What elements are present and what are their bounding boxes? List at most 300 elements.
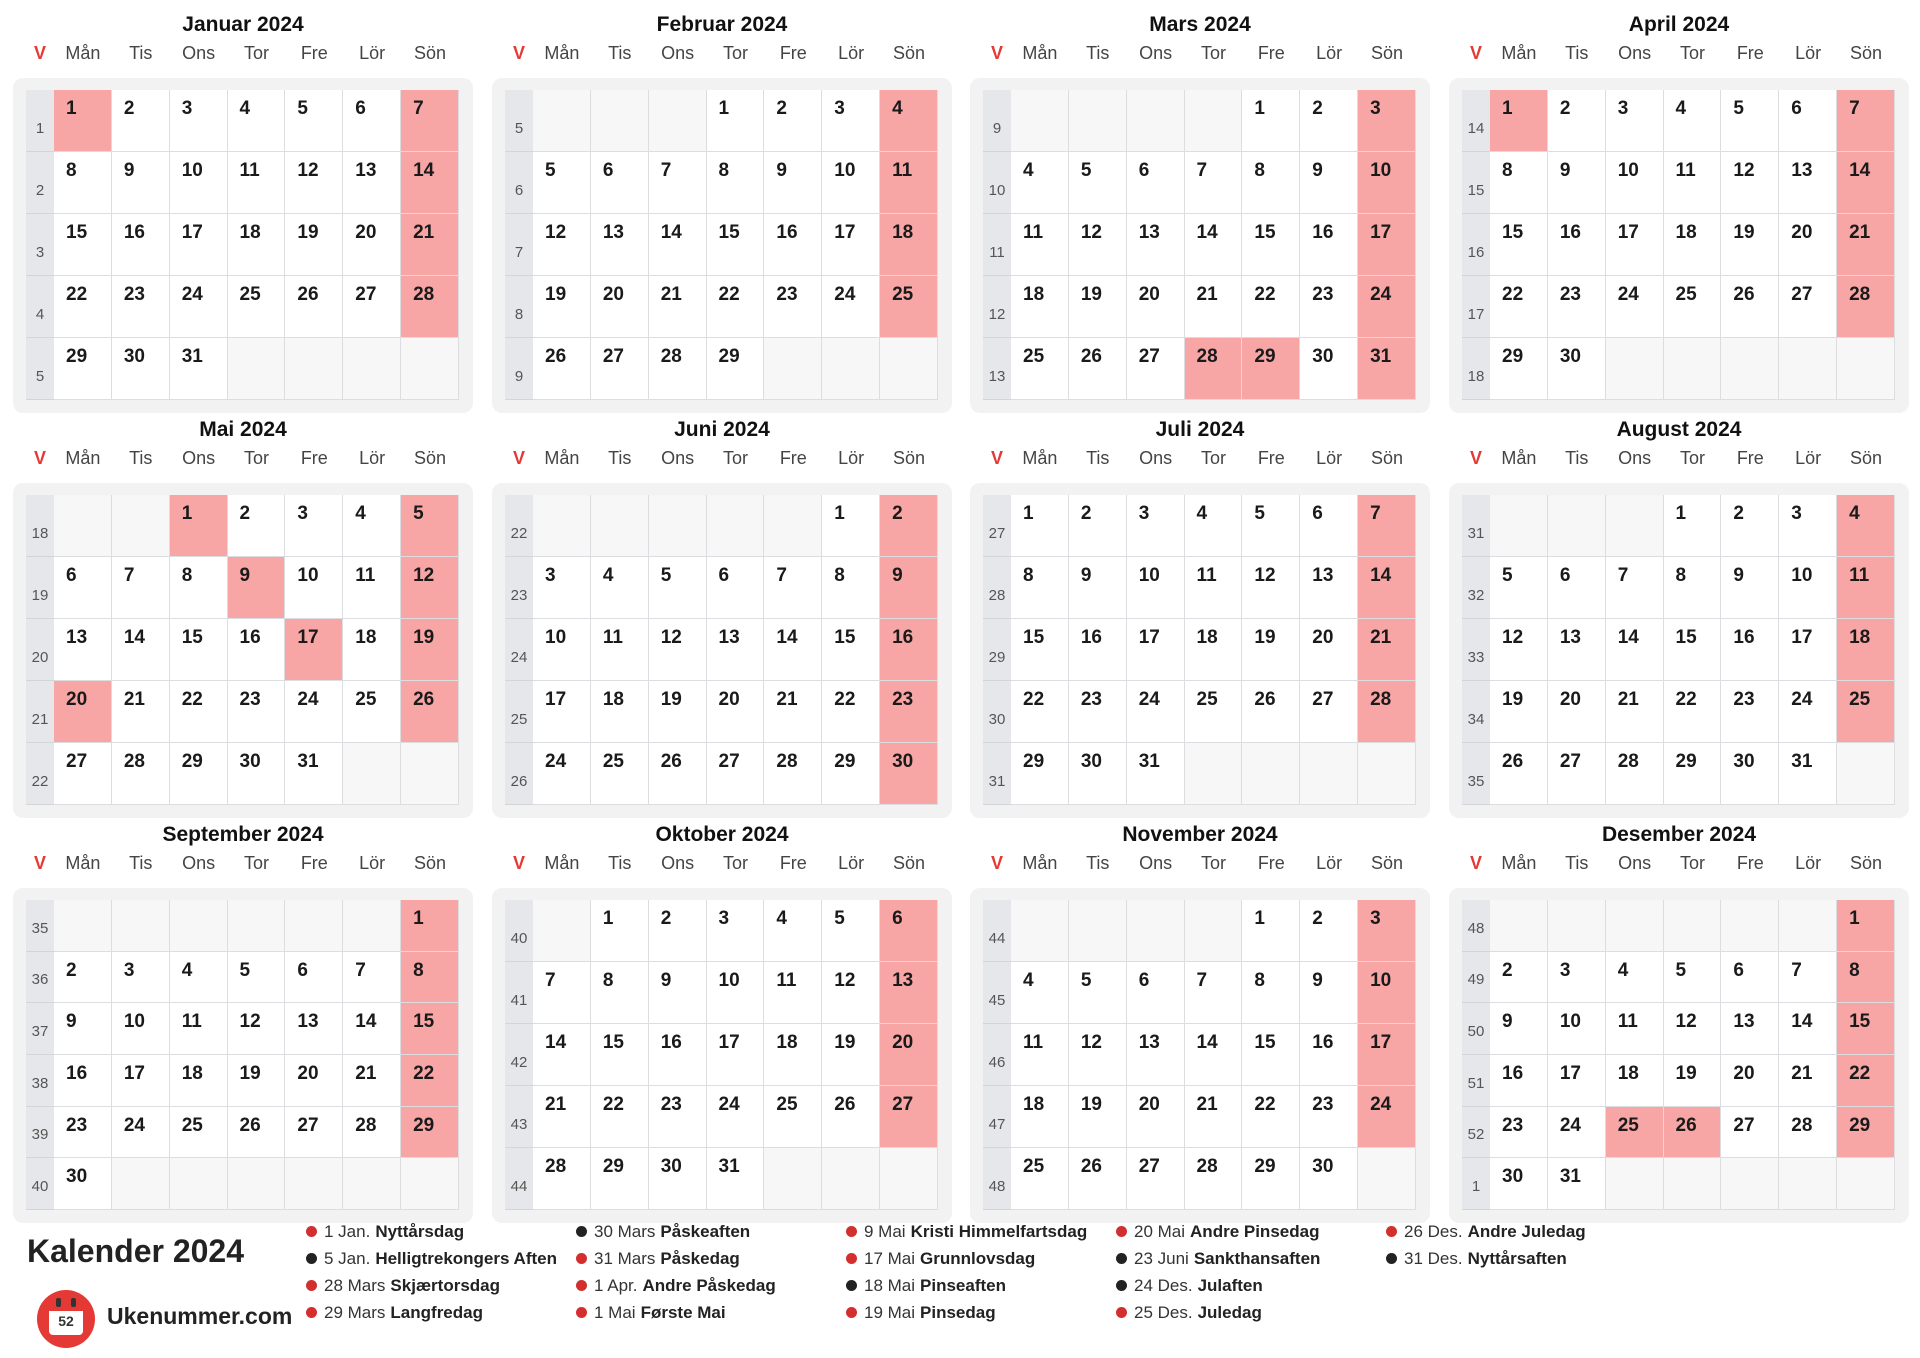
day-cell	[707, 214, 765, 276]
day-cell	[1300, 681, 1358, 743]
day-number: 19	[297, 222, 319, 243]
day-cell	[1606, 743, 1664, 805]
day-number: 27	[1733, 1114, 1755, 1136]
day-number: 28	[1370, 689, 1392, 710]
day-number: 16	[66, 1063, 88, 1084]
day-cell	[285, 214, 343, 276]
day-number: 2	[1502, 959, 1513, 981]
empty-cell	[1606, 1158, 1664, 1210]
week-number	[26, 90, 54, 152]
day-number: 28	[413, 284, 435, 305]
day-cell	[1664, 1003, 1722, 1055]
week-number-label: V	[1469, 43, 1482, 63]
weekday-label: Mån	[65, 853, 101, 873]
holiday-dot-icon	[576, 1253, 587, 1264]
day-number: 21	[545, 1094, 567, 1115]
week-number-label: V	[1469, 853, 1482, 873]
weekday-label: Tis	[129, 43, 153, 63]
day-cell	[54, 152, 112, 214]
day-number: 1	[1502, 98, 1513, 119]
day-cell	[1779, 681, 1837, 743]
holiday-item	[1386, 1221, 1586, 1243]
holiday-date: 23 Juni	[1134, 1249, 1189, 1268]
day-cell	[170, 619, 228, 681]
day-number: 19	[660, 689, 682, 710]
day-cell	[764, 90, 822, 152]
day-number: 9	[1312, 970, 1323, 991]
day-number: 24	[1559, 1114, 1581, 1136]
week-number-value: 44	[510, 1178, 528, 1195]
week-number	[505, 557, 533, 619]
day-cell	[1242, 1148, 1300, 1210]
day-cell	[1490, 152, 1548, 214]
day-cell	[533, 338, 591, 400]
day-cell	[1185, 214, 1243, 276]
day-cell	[591, 962, 649, 1024]
holiday-name: Påskedag	[660, 1249, 740, 1268]
weekday-label: Ons	[182, 448, 216, 468]
week-number-value: 17	[1467, 306, 1485, 323]
day-number: 23	[1312, 1094, 1334, 1115]
day-cell	[1011, 1024, 1069, 1086]
month-block	[13, 10, 473, 415]
day-cell	[649, 900, 707, 962]
day-number: 23	[1733, 689, 1755, 710]
week-number-value: 25	[510, 711, 528, 728]
day-cell	[112, 338, 170, 400]
day-number: 15	[1849, 1011, 1871, 1033]
week-number	[26, 495, 54, 557]
week-number-value: 35	[1467, 773, 1485, 790]
day-cell	[401, 900, 459, 952]
weekday-label: Mån	[544, 43, 580, 63]
day-cell	[1548, 276, 1606, 338]
day-cell	[1779, 1107, 1837, 1159]
day-cell	[822, 1024, 880, 1086]
day-number: 12	[834, 970, 856, 991]
site-link[interactable]: Ukenummer.com	[107, 1303, 293, 1329]
day-number: 30	[66, 1166, 88, 1188]
holiday-item	[1116, 1275, 1263, 1297]
day-cell	[1242, 495, 1300, 557]
day-cell	[1185, 276, 1243, 338]
week-number	[983, 214, 1011, 276]
day-number: 5	[1080, 160, 1092, 181]
month-block	[970, 10, 1430, 415]
month-block	[1449, 415, 1909, 820]
week-number-value: 18	[31, 525, 49, 542]
day-cell	[1300, 276, 1358, 338]
day-number: 10	[1370, 160, 1392, 181]
holiday-name: Helligtrekongers Aften	[375, 1249, 557, 1268]
day-cell	[1242, 1086, 1300, 1148]
day-number: 7	[545, 970, 556, 991]
weekday-label: Fre	[779, 448, 807, 468]
week-number-label: V	[512, 448, 525, 468]
empty-cell	[228, 900, 286, 952]
day-cell	[764, 681, 822, 743]
day-cell	[1300, 90, 1358, 152]
day-number: 31	[1138, 751, 1160, 772]
day-number: 3	[181, 98, 193, 119]
holiday-name: Sankthansaften	[1193, 1249, 1321, 1268]
day-number: 30	[1312, 1156, 1334, 1177]
day-number: 6	[602, 160, 614, 181]
week-number	[505, 743, 533, 805]
day-cell	[1185, 557, 1243, 619]
day-cell	[1490, 557, 1548, 619]
day-number: 27	[355, 284, 377, 305]
day-cell	[1548, 1158, 1606, 1210]
day-cell	[228, 276, 286, 338]
holiday-item	[1386, 1248, 1567, 1270]
day-cell	[285, 152, 343, 214]
day-number: 3	[1559, 959, 1571, 981]
day-number: 3	[545, 565, 556, 586]
holiday-dot-icon	[306, 1253, 317, 1264]
week-number-value: 36	[31, 971, 49, 989]
day-number: 9	[123, 160, 135, 181]
weekday-label: Lör	[359, 853, 386, 873]
holiday-dot-icon	[306, 1280, 317, 1291]
day-cell	[1490, 338, 1548, 400]
day-cell	[1664, 90, 1722, 152]
holiday-name: Andre Påskedag	[642, 1276, 776, 1295]
day-number: 26	[1254, 689, 1276, 710]
day-cell	[822, 557, 880, 619]
day-cell	[285, 952, 343, 1004]
day-number: 22	[718, 284, 740, 305]
weekday-label: Mån	[1022, 853, 1058, 873]
holiday-dot-icon	[1116, 1253, 1127, 1264]
day-number: 14	[660, 222, 682, 243]
day-cell	[1185, 1024, 1243, 1086]
holiday-date: 24 Des.	[1134, 1276, 1193, 1295]
day-number: 13	[602, 222, 624, 243]
day-number: 12	[660, 627, 682, 648]
day-number: 19	[1733, 222, 1755, 243]
day-number: 17	[545, 689, 567, 710]
day-cell	[591, 338, 649, 400]
day-number: 26	[1080, 1156, 1102, 1177]
day-number: 30	[1502, 1166, 1524, 1188]
week-number-value: 16	[1467, 244, 1485, 261]
day-number: 7	[1370, 503, 1381, 524]
weekday-label: Ons	[1139, 43, 1173, 63]
day-number: 12	[1675, 1011, 1697, 1033]
day-number: 11	[181, 1011, 202, 1033]
holiday-date: 25 Des.	[1134, 1303, 1193, 1322]
holiday-date: 31 Des.	[1404, 1249, 1463, 1268]
day-number: 7	[123, 565, 135, 586]
day-cell	[533, 557, 591, 619]
week-number	[505, 619, 533, 681]
day-number: 26	[297, 284, 319, 305]
day-number: 2	[1312, 98, 1323, 119]
day-number: 31	[181, 346, 203, 367]
day-number: 9	[1559, 160, 1571, 181]
day-number: 20	[892, 1032, 914, 1053]
day-cell	[822, 214, 880, 276]
empty-cell	[764, 495, 822, 557]
week-number-label: V	[990, 853, 1003, 873]
day-number: 27	[297, 1114, 319, 1136]
empty-cell	[112, 1158, 170, 1210]
week-number-label: V	[1469, 448, 1482, 468]
week-number-value: 1	[35, 120, 45, 137]
day-cell	[649, 1148, 707, 1210]
day-cell	[1490, 743, 1548, 805]
day-cell	[1127, 338, 1185, 400]
calendar-title: Kalender 2024	[27, 1233, 245, 1269]
day-cell	[707, 338, 765, 400]
day-cell	[170, 557, 228, 619]
week-number	[1462, 619, 1490, 681]
day-cell	[707, 276, 765, 338]
week-number-value: 34	[1467, 711, 1485, 728]
day-number: 30	[892, 751, 914, 772]
empty-cell	[1185, 90, 1243, 152]
weekday-label: Sön	[1850, 43, 1883, 63]
day-number: 17	[297, 627, 319, 648]
day-cell	[1069, 214, 1127, 276]
week-number	[1462, 214, 1490, 276]
day-cell	[1837, 1055, 1895, 1107]
day-cell	[1011, 962, 1069, 1024]
day-cell	[1606, 1055, 1664, 1107]
day-cell	[228, 152, 286, 214]
day-cell	[1779, 743, 1837, 805]
day-number: 26	[1080, 346, 1102, 367]
day-number: 13	[355, 160, 377, 181]
day-number: 19	[1675, 1063, 1697, 1084]
month-days-box	[492, 483, 952, 818]
day-number: 12	[413, 565, 435, 586]
day-number: 3	[123, 959, 135, 981]
empty-cell	[1721, 338, 1779, 400]
day-number: 2	[1733, 503, 1744, 524]
day-number: 14	[545, 1032, 567, 1053]
day-number: 19	[413, 627, 435, 648]
day-number: 18	[1617, 1063, 1639, 1084]
holiday-item	[846, 1248, 1035, 1270]
empty-cell	[1011, 900, 1069, 962]
day-number: 21	[1849, 222, 1871, 243]
weekday-label: Tis	[1565, 43, 1589, 63]
day-number: 13	[1138, 222, 1160, 243]
day-cell	[1069, 743, 1127, 805]
empty-cell	[285, 1158, 343, 1210]
day-cell	[1127, 1024, 1185, 1086]
day-number: 14	[776, 627, 798, 648]
day-number: 12	[297, 160, 319, 181]
day-number: 30	[239, 751, 261, 772]
holiday-name: Julaften	[1197, 1276, 1263, 1295]
week-number	[26, 743, 54, 805]
week-number	[1462, 681, 1490, 743]
day-cell	[1358, 214, 1416, 276]
day-cell	[1185, 338, 1243, 400]
week-number-value: 51	[1467, 1074, 1485, 1092]
day-cell	[343, 1003, 401, 1055]
day-cell	[228, 743, 286, 805]
day-cell	[880, 1024, 938, 1086]
day-cell	[822, 1086, 880, 1148]
holiday-dot-icon	[1116, 1307, 1127, 1318]
day-cell	[880, 743, 938, 805]
week-number-value: 42	[510, 1054, 528, 1071]
day-cell	[54, 619, 112, 681]
week-number-value: 7	[514, 244, 524, 261]
day-cell	[1721, 1107, 1779, 1159]
day-cell	[1358, 495, 1416, 557]
day-number: 13	[1791, 160, 1813, 181]
month-block	[492, 10, 952, 415]
weekday-label: Sön	[1371, 43, 1404, 63]
empty-cell	[1606, 495, 1664, 557]
day-cell	[343, 152, 401, 214]
week-number-value: 29	[988, 649, 1006, 666]
empty-cell	[1779, 900, 1837, 952]
day-cell	[1837, 90, 1895, 152]
day-cell	[1011, 1148, 1069, 1210]
day-number: 18	[1849, 627, 1871, 648]
empty-cell	[1548, 495, 1606, 557]
day-cell	[533, 619, 591, 681]
empty-cell	[822, 338, 880, 400]
day-cell	[1242, 338, 1300, 400]
day-number: 18	[181, 1063, 203, 1084]
empty-cell	[285, 338, 343, 400]
weekday-label: Ons	[182, 853, 216, 873]
week-number	[26, 557, 54, 619]
day-cell	[533, 214, 591, 276]
day-number: 24	[297, 689, 319, 710]
day-number: 26	[1675, 1114, 1697, 1136]
day-number: 22	[181, 689, 203, 710]
day-cell	[1490, 276, 1548, 338]
week-number	[26, 1107, 54, 1159]
day-cell	[822, 90, 880, 152]
day-number: 15	[1675, 627, 1697, 648]
day-cell	[1011, 338, 1069, 400]
day-cell	[1779, 90, 1837, 152]
empty-cell	[112, 900, 170, 952]
day-number: 16	[123, 222, 145, 243]
day-number: 4	[1617, 959, 1629, 981]
day-number: 9	[1312, 160, 1323, 181]
day-cell	[764, 276, 822, 338]
day-number: 26	[413, 689, 435, 710]
day-cell	[591, 214, 649, 276]
day-number: 10	[718, 970, 740, 991]
day-cell	[170, 1055, 228, 1107]
day-cell	[1490, 214, 1548, 276]
empty-cell	[401, 1158, 459, 1210]
day-cell	[707, 557, 765, 619]
week-number	[26, 214, 54, 276]
day-cell	[1721, 495, 1779, 557]
day-cell	[1300, 1086, 1358, 1148]
day-cell	[228, 1003, 286, 1055]
day-cell	[1664, 276, 1722, 338]
week-number	[983, 619, 1011, 681]
day-number: 17	[1559, 1063, 1581, 1084]
weekday-label: Sön	[1371, 448, 1404, 468]
weekday-header	[1449, 445, 1909, 471]
day-cell	[591, 152, 649, 214]
day-cell	[228, 1055, 286, 1107]
day-number: 19	[1080, 1094, 1102, 1115]
month-days-box	[492, 888, 952, 1223]
day-cell	[880, 900, 938, 962]
holiday-date: 18 Mai	[864, 1276, 916, 1295]
week-number-value: 13	[988, 368, 1006, 385]
week-number-value: 6	[514, 182, 524, 199]
month-days-box	[970, 483, 1430, 818]
empty-cell	[591, 495, 649, 557]
holiday-date: 20 Mai	[1134, 1222, 1186, 1241]
day-cell	[1358, 619, 1416, 681]
week-number-value: 40	[510, 930, 528, 947]
day-cell	[1300, 152, 1358, 214]
day-number: 20	[1559, 689, 1581, 710]
day-cell	[1127, 962, 1185, 1024]
month-title: Desember 2024	[1601, 823, 1757, 846]
day-cell	[764, 1024, 822, 1086]
weekday-label: Lör	[1795, 448, 1822, 468]
week-number-value: 18	[1467, 368, 1485, 385]
day-cell	[1548, 214, 1606, 276]
day-cell	[1490, 90, 1548, 152]
holiday-date: 1 Apr.	[594, 1276, 638, 1295]
week-number	[983, 90, 1011, 152]
week-number-label: V	[512, 43, 525, 63]
day-number: 8	[1502, 160, 1513, 181]
day-cell	[1779, 1003, 1837, 1055]
day-number: 25	[239, 284, 261, 305]
month-title: September 2024	[162, 823, 324, 846]
day-cell	[1300, 557, 1358, 619]
day-number: 15	[181, 627, 203, 648]
day-number: 25	[181, 1114, 203, 1136]
day-number: 4	[181, 959, 193, 981]
day-number: 10	[123, 1011, 145, 1033]
day-cell	[591, 681, 649, 743]
empty-cell	[1069, 900, 1127, 962]
day-number: 17	[1138, 627, 1160, 648]
holiday-date: 19 Mai	[864, 1303, 916, 1322]
weekday-label: Mån	[1501, 43, 1537, 63]
weekday-header	[970, 850, 1430, 876]
day-cell	[649, 214, 707, 276]
day-number: 17	[1370, 1032, 1392, 1053]
week-number-value: 5	[514, 120, 524, 137]
day-cell	[401, 557, 459, 619]
day-cell	[1300, 1148, 1358, 1210]
holiday-dot-icon	[846, 1226, 857, 1237]
empty-cell	[707, 495, 765, 557]
day-cell	[1490, 1003, 1548, 1055]
holiday-dot-icon	[576, 1280, 587, 1291]
day-cell	[591, 1148, 649, 1210]
day-cell	[343, 90, 401, 152]
holiday-item	[846, 1302, 996, 1324]
empty-cell	[764, 1148, 822, 1210]
day-number: 27	[718, 751, 740, 772]
weekday-header	[1449, 40, 1909, 66]
day-number: 9	[776, 160, 787, 181]
